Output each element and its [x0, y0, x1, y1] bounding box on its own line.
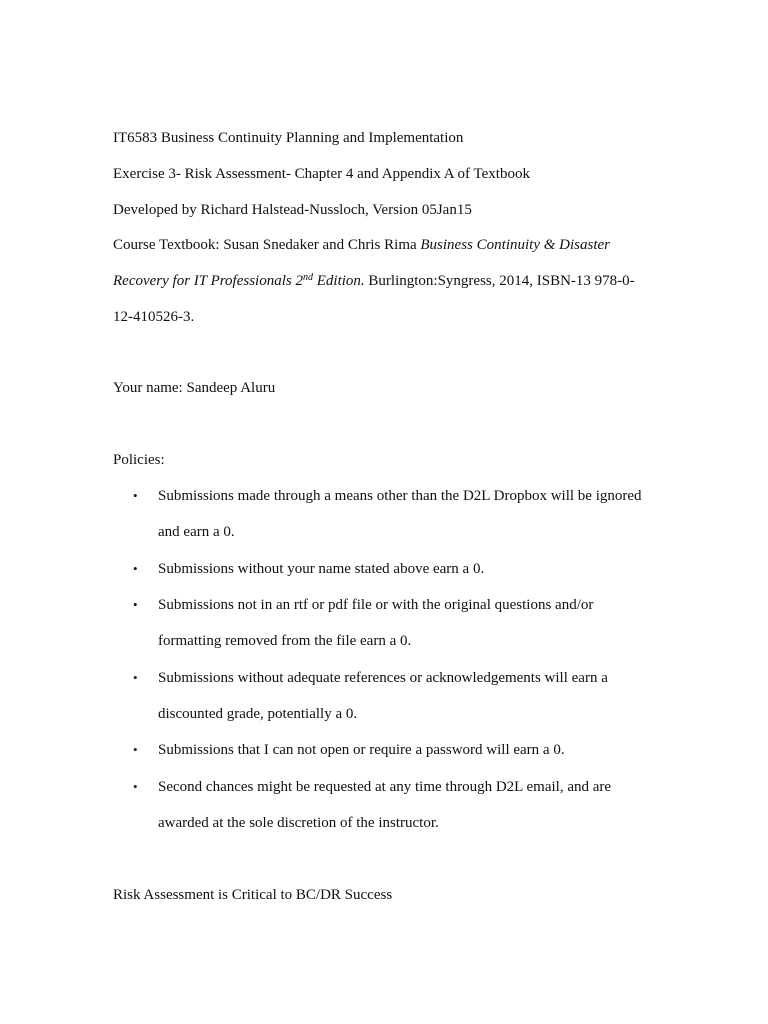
textbook-prefix: Course Textbook: Susan Snedaker and Chris Rima: [113, 237, 421, 253]
policy-line-1: Submissions without adequate references or acknowledgements will earn a: [158, 670, 608, 686]
textbook-isbn-cont: 12-410526-3.: [113, 309, 195, 325]
textbook-publisher: Burlington:Syngress, 2014, ISBN-13 978-0-: [364, 273, 635, 289]
exercise-title: Exercise 3- Risk Assessment- Chapter 4 and Appendix A of Textbook: [113, 166, 530, 182]
textbook-title-sup: nd: [302, 272, 313, 283]
bullet-icon: •: [133, 779, 138, 794]
policy-line-1: Submissions not in an rtf or pdf file or with the original questions and/or: [158, 597, 594, 613]
course-title: IT6583 Business Continuity Planning and Implementation: [113, 130, 464, 146]
policy-line-2: and earn a 0.: [158, 524, 235, 540]
textbook-title-part1: Business Continuity & Disaster: [420, 237, 610, 253]
policy-line-1: Submissions that I can not open or require a password will earn a 0.: [158, 742, 565, 758]
bullet-icon: •: [133, 742, 138, 757]
bullet-icon: •: [133, 670, 138, 685]
policy-line-1: Second chances might be requested at any time through D2L email, and are: [158, 779, 612, 795]
textbook-title-part2: Recovery for IT Professionals 2: [113, 273, 303, 289]
developer-line: Developed by Richard Halstead-Nussloch, Version 05Jan15: [113, 202, 472, 218]
policy-line-1: Submissions without your name stated above earn a 0.: [158, 561, 485, 577]
policy-line-2: awarded at the sole discretion of the instructor.: [158, 815, 439, 831]
section-heading: Risk Assessment is Critical to BC/DR Success: [113, 887, 393, 903]
bullet-icon: •: [133, 597, 138, 612]
student-name-line: Your name: Sandeep Aluru: [113, 380, 276, 396]
policies-heading: Policies:: [113, 452, 165, 468]
policy-line-2: discounted grade, potentially a 0.: [158, 706, 358, 722]
textbook-line-2: [113, 272, 635, 290]
bullet-icon: •: [133, 488, 138, 503]
policy-line-2: formatting removed from the file earn a 0.: [158, 633, 412, 649]
bullet-icon: •: [133, 561, 138, 576]
textbook-title-part3: Edition.: [312, 273, 365, 289]
textbook-line-1: [113, 236, 610, 254]
policy-line-1: Submissions made through a means other than the D2L Dropbox will be ignored: [158, 488, 642, 504]
